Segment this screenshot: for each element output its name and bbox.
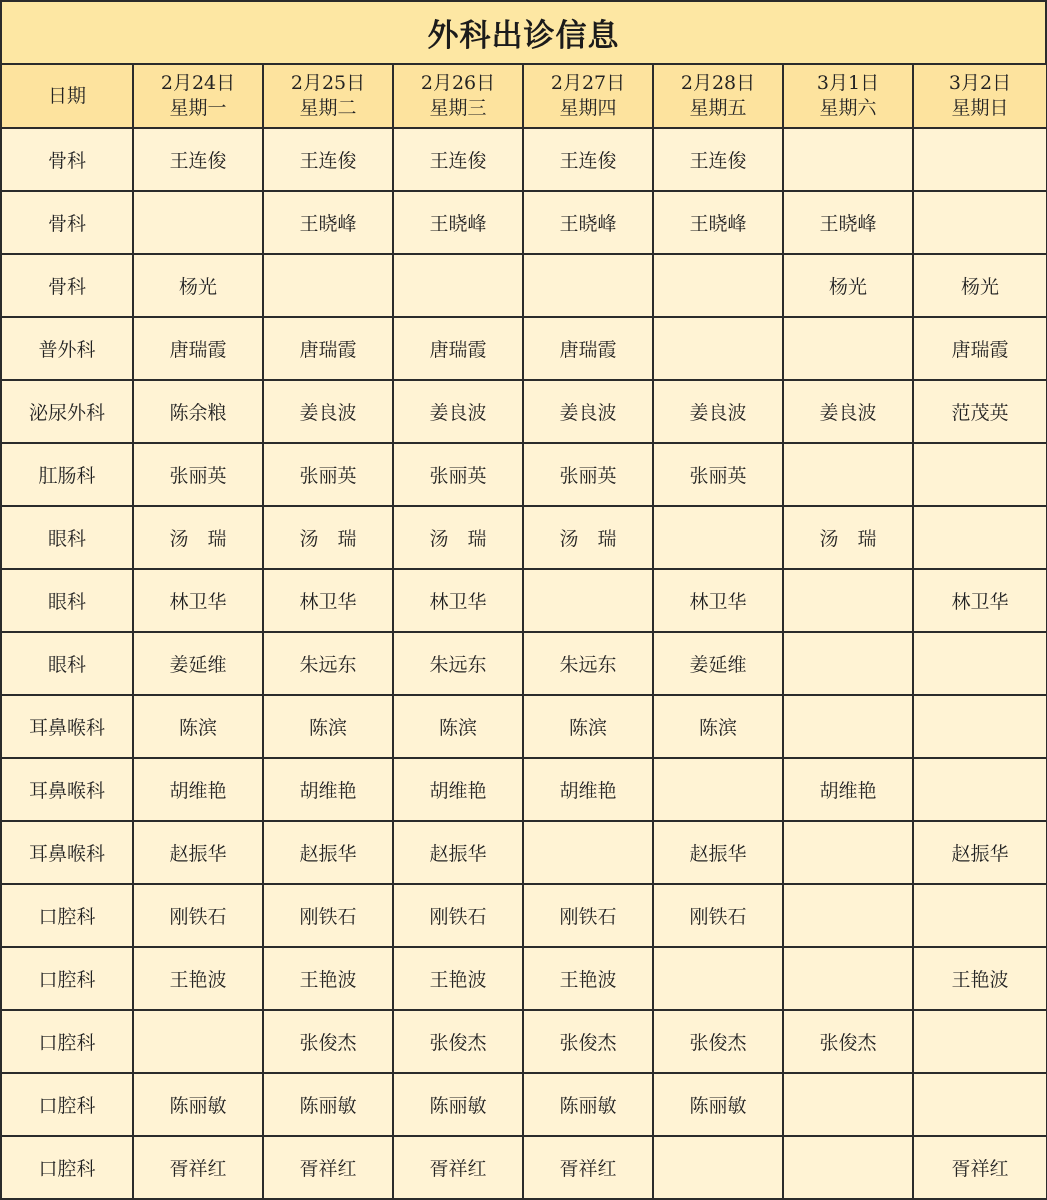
doctor-cell: 张丽英 (653, 443, 783, 506)
day-date: 2月24日 (160, 72, 236, 94)
table-row (2, 569, 1047, 632)
department-cell: 耳鼻喉科 (2, 758, 133, 821)
doctor-cell: 朱远东 (393, 632, 523, 695)
doctor-cell: 张丽英 (523, 443, 653, 506)
doctor-cell: 张俊杰 (523, 1010, 653, 1073)
department-cell: 眼科 (2, 506, 133, 569)
doctor-cell (783, 821, 913, 884)
doctor-cell: 胡维艳 (133, 758, 263, 821)
department-cell: 口腔科 (2, 947, 133, 1010)
doctor-cell (263, 254, 393, 317)
doctor-cell: 朱远东 (263, 632, 393, 695)
day-header (653, 65, 783, 128)
doctor-cell: 杨光 (133, 254, 263, 317)
department-cell: 骨科 (2, 254, 133, 317)
doctor-cell: 姜延维 (653, 632, 783, 695)
doctor-cell: 陈丽敏 (133, 1073, 263, 1136)
table-row (2, 443, 1047, 506)
doctor-cell: 王连俊 (393, 128, 523, 191)
doctor-cell (523, 821, 653, 884)
doctor-cell (913, 128, 1047, 191)
table-row (2, 632, 1047, 695)
department-cell: 耳鼻喉科 (2, 695, 133, 758)
doctor-cell (913, 1073, 1047, 1136)
doctor-cell (653, 1136, 783, 1199)
doctor-cell: 王艳波 (263, 947, 393, 1010)
doctor-cell: 刚铁石 (393, 884, 523, 947)
department-cell: 肛肠科 (2, 443, 133, 506)
doctor-cell (783, 947, 913, 1010)
date-header: 日期 (2, 65, 133, 128)
doctor-cell: 林卫华 (263, 569, 393, 632)
day-header (523, 65, 653, 128)
day-weekday: 星期三 (429, 97, 487, 119)
table-row (2, 506, 1047, 569)
doctor-cell (783, 695, 913, 758)
doctor-cell: 胥祥红 (133, 1136, 263, 1199)
doctor-cell (133, 1010, 263, 1073)
doctor-cell: 林卫华 (913, 569, 1047, 632)
doctor-cell: 张俊杰 (263, 1010, 393, 1073)
doctor-cell: 陈滨 (393, 695, 523, 758)
header-row (2, 65, 1047, 128)
department-cell: 骨科 (2, 191, 133, 254)
doctor-cell: 陈滨 (653, 695, 783, 758)
day-weekday: 星期四 (559, 97, 617, 119)
doctor-cell: 王艳波 (523, 947, 653, 1010)
doctor-cell: 陈丽敏 (653, 1073, 783, 1136)
table-row (2, 1136, 1047, 1199)
doctor-cell: 姜良波 (393, 380, 523, 443)
doctor-cell (653, 947, 783, 1010)
doctor-cell: 王艳波 (133, 947, 263, 1010)
department-cell: 口腔科 (2, 884, 133, 947)
doctor-cell: 王晓峰 (653, 191, 783, 254)
doctor-cell: 林卫华 (133, 569, 263, 632)
doctor-cell: 杨光 (783, 254, 913, 317)
day-header (783, 65, 913, 128)
day-weekday: 星期二 (299, 97, 357, 119)
doctor-cell: 王艳波 (913, 947, 1047, 1010)
doctor-cell: 陈丽敏 (393, 1073, 523, 1136)
doctor-cell: 陈滨 (263, 695, 393, 758)
doctor-cell (913, 632, 1047, 695)
doctor-cell (653, 254, 783, 317)
doctor-cell (393, 254, 523, 317)
doctor-cell: 汤 瑞 (783, 506, 913, 569)
doctor-cell (653, 317, 783, 380)
doctor-cell (653, 506, 783, 569)
day-date: 3月1日 (816, 72, 880, 94)
doctor-cell: 张俊杰 (653, 1010, 783, 1073)
doctor-cell (133, 191, 263, 254)
doctor-cell: 张俊杰 (783, 1010, 913, 1073)
department-cell: 眼科 (2, 632, 133, 695)
doctor-cell (783, 632, 913, 695)
doctor-cell (653, 758, 783, 821)
doctor-cell: 胡维艳 (783, 758, 913, 821)
doctor-cell (783, 1136, 913, 1199)
doctor-cell (783, 569, 913, 632)
doctor-cell (783, 128, 913, 191)
doctor-cell: 汤 瑞 (263, 506, 393, 569)
doctor-cell (913, 506, 1047, 569)
doctor-cell (783, 884, 913, 947)
department-cell: 骨科 (2, 128, 133, 191)
table-row (2, 821, 1047, 884)
doctor-cell (783, 443, 913, 506)
doctor-cell: 姜良波 (783, 380, 913, 443)
doctor-cell: 王晓峰 (393, 191, 523, 254)
doctor-cell: 陈滨 (133, 695, 263, 758)
doctor-cell (783, 317, 913, 380)
doctor-cell: 胡维艳 (523, 758, 653, 821)
doctor-cell: 赵振华 (653, 821, 783, 884)
doctor-cell (523, 254, 653, 317)
doctor-cell: 张俊杰 (393, 1010, 523, 1073)
department-cell: 口腔科 (2, 1010, 133, 1073)
page-title: 外科出诊信息 (2, 2, 1047, 65)
doctor-cell: 唐瑞霞 (913, 317, 1047, 380)
doctor-cell: 姜良波 (263, 380, 393, 443)
table-row (2, 128, 1047, 191)
doctor-cell: 刚铁石 (133, 884, 263, 947)
doctor-cell: 唐瑞霞 (523, 317, 653, 380)
doctor-cell: 赵振华 (133, 821, 263, 884)
doctor-cell: 唐瑞霞 (393, 317, 523, 380)
day-date: 2月28日 (680, 72, 756, 94)
doctor-cell: 汤 瑞 (523, 506, 653, 569)
doctor-cell: 唐瑞霞 (133, 317, 263, 380)
doctor-cell: 赵振华 (263, 821, 393, 884)
doctor-cell: 胥祥红 (263, 1136, 393, 1199)
table-row (2, 1010, 1047, 1073)
department-cell: 口腔科 (2, 1136, 133, 1199)
doctor-cell (913, 695, 1047, 758)
table-row (2, 191, 1047, 254)
doctor-cell: 张丽英 (393, 443, 523, 506)
doctor-cell: 汤 瑞 (393, 506, 523, 569)
doctor-cell: 陈丽敏 (263, 1073, 393, 1136)
table-row (2, 317, 1047, 380)
doctor-cell: 汤 瑞 (133, 506, 263, 569)
doctor-cell: 王艳波 (393, 947, 523, 1010)
doctor-cell: 王连俊 (523, 128, 653, 191)
schedule-body (2, 128, 1047, 1199)
doctor-cell: 胥祥红 (393, 1136, 523, 1199)
day-date: 2月25日 (290, 72, 366, 94)
doctor-cell: 姜良波 (653, 380, 783, 443)
table-row (2, 884, 1047, 947)
doctor-cell: 刚铁石 (263, 884, 393, 947)
day-header (913, 65, 1047, 128)
doctor-cell: 陈滨 (523, 695, 653, 758)
day-weekday: 星期日 (951, 97, 1009, 119)
doctor-cell (913, 191, 1047, 254)
doctor-cell: 范茂英 (913, 380, 1047, 443)
day-header (263, 65, 393, 128)
day-header (133, 65, 263, 128)
table-row (2, 758, 1047, 821)
doctor-cell: 林卫华 (653, 569, 783, 632)
doctor-cell: 张丽英 (133, 443, 263, 506)
doctor-cell: 胡维艳 (263, 758, 393, 821)
table-row (2, 1073, 1047, 1136)
day-date: 2月26日 (420, 72, 496, 94)
doctor-cell: 王晓峰 (783, 191, 913, 254)
table-row (2, 380, 1047, 443)
doctor-cell: 胥祥红 (523, 1136, 653, 1199)
department-cell: 普外科 (2, 317, 133, 380)
doctor-cell: 赵振华 (393, 821, 523, 884)
doctor-cell: 姜良波 (523, 380, 653, 443)
doctor-cell: 朱远东 (523, 632, 653, 695)
doctor-cell: 姜延维 (133, 632, 263, 695)
doctor-cell: 林卫华 (393, 569, 523, 632)
day-weekday: 星期六 (819, 97, 877, 119)
department-cell: 口腔科 (2, 1073, 133, 1136)
day-date: 3月2日 (948, 72, 1012, 94)
day-weekday: 星期一 (169, 97, 227, 119)
doctor-cell (913, 1010, 1047, 1073)
doctor-cell (913, 443, 1047, 506)
doctor-cell: 陈余粮 (133, 380, 263, 443)
day-weekday: 星期五 (689, 97, 747, 119)
doctor-cell (523, 569, 653, 632)
table-row (2, 254, 1047, 317)
doctor-cell (913, 758, 1047, 821)
department-cell: 耳鼻喉科 (2, 821, 133, 884)
doctor-cell (913, 884, 1047, 947)
doctor-cell: 王连俊 (133, 128, 263, 191)
doctor-cell: 胥祥红 (913, 1136, 1047, 1199)
doctor-cell: 张丽英 (263, 443, 393, 506)
schedule-table (2, 65, 1047, 1200)
day-date: 2月27日 (550, 72, 626, 94)
doctor-cell: 杨光 (913, 254, 1047, 317)
doctor-cell: 刚铁石 (523, 884, 653, 947)
doctor-cell: 胡维艳 (393, 758, 523, 821)
doctor-cell: 赵振华 (913, 821, 1047, 884)
department-cell: 泌尿外科 (2, 380, 133, 443)
department-cell: 眼科 (2, 569, 133, 632)
doctor-cell: 唐瑞霞 (263, 317, 393, 380)
doctor-cell: 陈丽敏 (523, 1073, 653, 1136)
doctor-cell: 王晓峰 (263, 191, 393, 254)
table-row (2, 695, 1047, 758)
doctor-cell: 王连俊 (263, 128, 393, 191)
doctor-cell: 王晓峰 (523, 191, 653, 254)
table-row (2, 947, 1047, 1010)
day-header (393, 65, 523, 128)
doctor-cell: 刚铁石 (653, 884, 783, 947)
doctor-cell: 王连俊 (653, 128, 783, 191)
doctor-cell (783, 1073, 913, 1136)
